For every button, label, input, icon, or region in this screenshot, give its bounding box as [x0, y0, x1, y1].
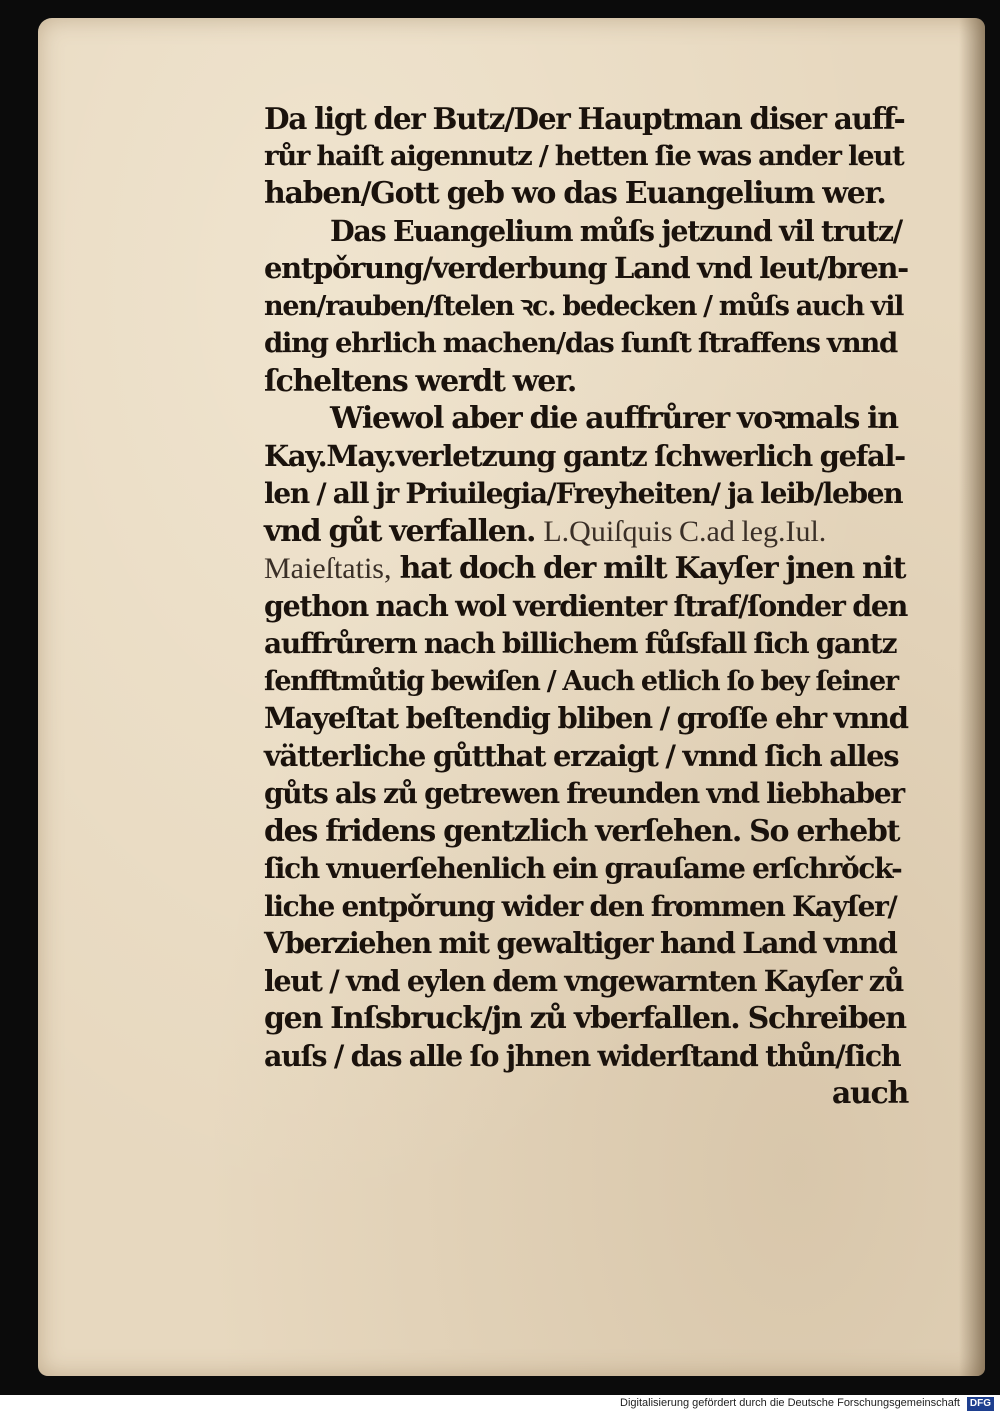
latin-citation: Maieſtatis,: [264, 552, 392, 585]
body-text: [264, 100, 908, 1113]
text-line: leut / vnd eylen dem vngewarnten Kayſer zů: [264, 963, 904, 998]
text-line: auſs / das alle ſo jhnen widerſtand thůn/ſich: [264, 1038, 901, 1073]
text-line: len / all jr Priuilegia/Freyheiten/ ja leib/leben: [264, 477, 903, 510]
text-line: des fridens gentzlich verſehen. So erhebt: [264, 813, 900, 849]
text-line: Maieſtatis, hat doch der milt Kayſer jnen nit: [264, 551, 906, 586]
text-line: vnd gůt verfallen. L.Quiſquis C.ad leg.Iul.: [264, 513, 827, 549]
text-line: entpǒrung/verderbung Land vnd leut/bren-: [264, 251, 908, 285]
digitization-footer: [0, 1395, 1000, 1414]
text-line: vätterliche gůtthat erzaigt / vnnd ſich alles: [264, 738, 899, 773]
text-line: gen Inſsbruck/jn zů vberfallen. Schreiben: [264, 1001, 906, 1036]
text-line: gůts als zů getrewen freunden vnd liebhaber: [264, 777, 904, 810]
funding-credit: Digitalisierung gefördert durch die Deutsche Forschungsgemeinschaft: [620, 1397, 960, 1409]
latin-citation: L.Quiſquis C.ad leg.Iul.: [543, 514, 827, 548]
text-line: Mayeſtat beſtendig bliben / groſſe ehr vnnd: [264, 701, 908, 735]
text-line: růr haiſt aigennutz / hetten ſie was ander leut: [264, 139, 904, 172]
text-line: haben/Gott geb wo das Euangelium wer.: [264, 176, 886, 211]
text-line: ſich vnuerſehenlich ein grauſame erſchrǒck-: [264, 852, 902, 885]
text-line: ſenfftmůtig bewiſen / Auch etlich ſo bey ſeiner: [264, 665, 898, 697]
text-line: gethon nach wol verdienter ſtraf/ſonder den: [264, 588, 908, 623]
text-line: Vberziehen mit gewaltiger hand Land vnnd: [264, 926, 897, 960]
text-line: nen/rauben/ſtelen ꝛc. bedecken / můſs auch vil: [264, 290, 904, 322]
text-line: Da ligt der Butz/Der Hauptman diser auff-: [264, 101, 905, 136]
text-line: liche entpǒrung wider den frommen Kayſer/: [264, 889, 897, 923]
catchword: auch: [831, 1076, 908, 1111]
text-line: Kay.May.verletzung gantz ſchwerlich gefal-: [264, 438, 905, 473]
page-edge-shadow: [959, 18, 985, 1376]
text-line: Wiewol aber die auffrůrer voꝛmals in: [330, 401, 898, 436]
text-line: ſcheltens werdt wer.: [264, 363, 576, 399]
text-line: ding ehrlich machen/das ſunſt ſtraffens vnnd: [264, 327, 897, 359]
text-line: auffrůrern nach billichem fůſsfall ſich gantz: [264, 627, 897, 660]
dfg-logo: DFG: [967, 1397, 994, 1411]
text-line: Das Euangelium můſs jetzund vil trutz/: [330, 213, 902, 248]
